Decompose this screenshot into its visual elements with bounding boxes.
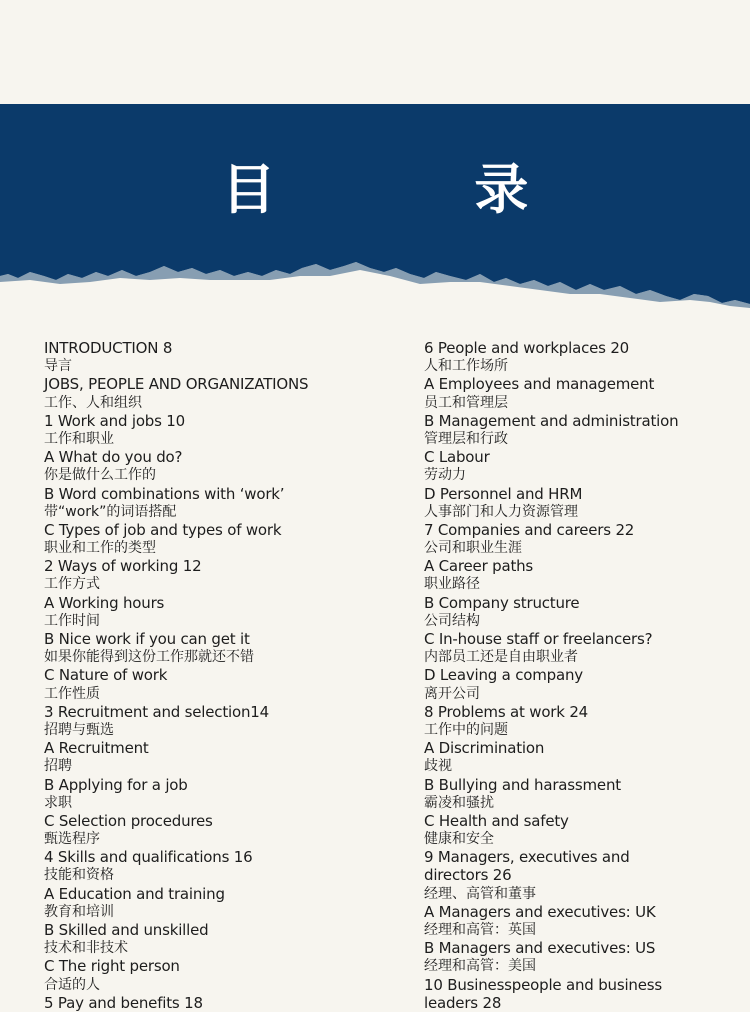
toc-entry: C In-house staff or freelancers? <box>424 630 653 648</box>
toc-entry-chinese: 内部员工还是自由职业者 <box>424 649 578 666</box>
toc-entry-chinese: 你是做什么工作的 <box>44 467 156 484</box>
toc-entry: B Nice work if you can get it <box>44 630 250 648</box>
toc-entry-chinese: 经理和高管：英国 <box>424 922 536 938</box>
toc-entry-chinese: 求职 <box>44 794 72 811</box>
toc-entry-chinese: 职业路径 <box>424 576 480 593</box>
toc-entry-chinese: 招聘与甄选 <box>44 721 114 738</box>
toc-entry: B Applying for a job <box>44 775 188 794</box>
toc-entry: D Leaving a company <box>424 666 583 685</box>
toc-entry-chinese: 招聘 <box>44 758 72 775</box>
toc-entry: 2 Ways of working 12 <box>44 557 202 576</box>
toc-entry-chinese: 健康和安全 <box>424 831 494 848</box>
toc-entry-chinese: 工作方式 <box>44 576 100 593</box>
toc-entry: A Career paths <box>424 557 534 576</box>
toc-entry-chinese: 经理、高管和董事 <box>424 885 536 902</box>
toc-entry: 4 Skills and qualifications 16 <box>44 848 253 867</box>
toc-entry: B Word combinations with ‘work’ <box>44 484 285 503</box>
toc-entry-chinese: 人事部门和人力资源管理 <box>424 503 578 520</box>
toc-entry: B Bullying and harassment <box>424 775 621 794</box>
toc-entry-chinese: 带“work”的词语搭配 <box>44 503 177 520</box>
toc-entry: C Selection procedures <box>44 811 213 830</box>
toc-entry: A Managers and executives: UK <box>424 902 656 921</box>
toc-entry: leaders 28 <box>424 993 502 1012</box>
toc-entry-chinese: 工作中的问题 <box>424 721 508 738</box>
toc-entry-chinese: 工作和职业 <box>44 430 114 447</box>
toc-entry: B Management and administration <box>424 411 679 430</box>
toc-entry-chinese: 工作性质 <box>44 685 100 702</box>
toc-entry-chinese: 工作、人和组织 <box>44 394 142 411</box>
toc-entry: A What do you do? <box>44 448 183 467</box>
toc-right-column <box>424 339 750 1012</box>
toc-entry-chinese: 工作时间 <box>44 612 100 629</box>
toc-entry-chinese: 如果你能得到这份工作那就还不错 <box>44 649 254 666</box>
toc-entry-chinese: 管理层和行政 <box>424 430 508 447</box>
toc-entry-chinese: 合适的人 <box>44 976 100 993</box>
toc-entry: D Personnel and HRM <box>424 484 583 503</box>
toc-entry-chinese: 甄选程序 <box>44 831 100 848</box>
toc-entry: directors 26 <box>424 866 512 885</box>
toc-entry: A Employees and management <box>424 375 655 394</box>
toc-entry-chinese: 公司结构 <box>424 612 480 629</box>
toc-entry-chinese: 离开公司 <box>424 685 480 702</box>
toc-entry: 9 Managers, executives and <box>424 848 630 867</box>
toc-entry: C The right person <box>44 957 180 976</box>
toc-entry: B Skilled and unskilled <box>44 921 209 939</box>
toc-entry-chinese: 霸凌和骚扰 <box>424 794 494 811</box>
toc-entry: A Education and training <box>44 884 225 903</box>
toc-entry: C Nature of work <box>44 666 168 685</box>
toc-entry-chinese: 劳动力 <box>424 467 466 484</box>
toc-entry: 5 Pay and benefits 18 <box>44 993 203 1012</box>
toc-entry: C Health and safety <box>424 811 569 830</box>
toc-entry: JOBS, PEOPLE AND ORGANIZATIONS <box>44 375 309 394</box>
toc-entry-chinese: 歧视 <box>424 758 452 775</box>
toc-entry: 7 Companies and careers 22 <box>424 520 635 539</box>
toc-entry: 8 Problems at work 24 <box>424 702 589 721</box>
toc-entry-chinese: 技术和非技术 <box>44 940 128 957</box>
toc-entry-chinese: 教育和培训 <box>44 903 114 920</box>
toc-entry-chinese: 员工和管理层 <box>424 394 508 411</box>
toc-entry-chinese: 经理和高管：美国 <box>424 958 536 975</box>
toc-entry: A Recruitment <box>44 739 149 758</box>
top-margin <box>0 0 750 105</box>
toc-entry-chinese: 公司和职业生涯 <box>424 540 522 557</box>
toc-entry-chinese: 职业和工作的类型 <box>44 540 156 557</box>
toc-entry: A Discrimination <box>424 739 545 758</box>
toc-entry: B Company structure <box>424 593 580 612</box>
toc-entry: A Working hours <box>44 593 165 612</box>
toc-entry: 1 Work and jobs 10 <box>44 411 185 430</box>
page-title: 目 录 <box>221 158 619 221</box>
toc-entry: 6 People and workplaces 20 <box>424 339 630 357</box>
toc-entry: C Labour <box>424 448 490 467</box>
toc-entry-chinese: 技能和资格 <box>44 867 114 884</box>
toc-entry-chinese: 导言 <box>44 358 72 375</box>
toc-entry: B Managers and executives: US <box>424 939 656 958</box>
toc-entry-chinese: 人和工作场所 <box>424 358 508 375</box>
toc-entry: 10 Businesspeople and business <box>424 975 662 994</box>
toc-left-column <box>44 339 414 1012</box>
toc-entry: 3 Recruitment and selection14 <box>44 702 269 721</box>
toc-entry: INTRODUCTION 8 <box>44 339 173 357</box>
toc-entry: C Types of job and types of work <box>44 520 282 539</box>
